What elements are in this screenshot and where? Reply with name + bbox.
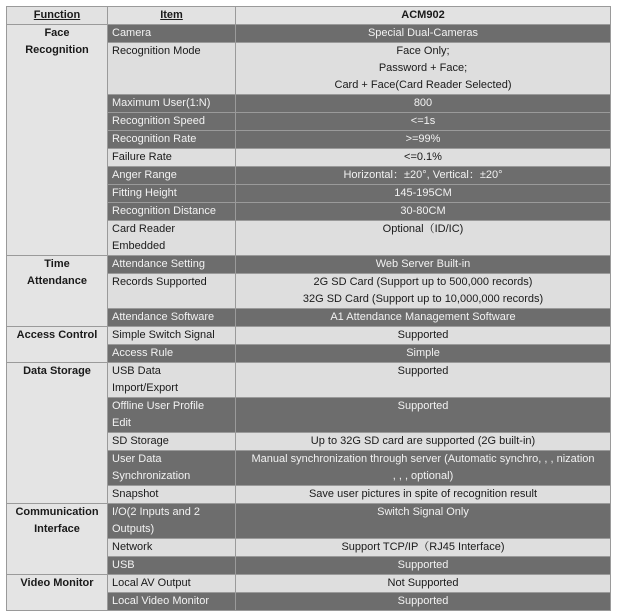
- value-cell: 800: [236, 95, 611, 113]
- table-row: [7, 504, 611, 539]
- spec-table: [6, 6, 611, 611]
- item-cell: Local AV Output: [108, 575, 236, 593]
- table-row: [7, 327, 611, 345]
- value-cell: Up to 32G SD card are supported (2G built-in): [236, 433, 611, 451]
- header-function: Function: [7, 7, 108, 25]
- item-cell: Records Supported: [108, 274, 236, 309]
- value-cell: Web Server Built-in: [236, 256, 611, 274]
- function-cell: Time Attendance: [7, 256, 108, 327]
- item-cell: Attendance Setting: [108, 256, 236, 274]
- item-cell: SD Storage: [108, 433, 236, 451]
- function-cell: Face Recognition: [7, 25, 108, 256]
- value-cell: >=99%: [236, 131, 611, 149]
- function-cell: Access Control: [7, 327, 108, 363]
- function-cell: Data Storage: [7, 363, 108, 504]
- value-cell: Save user pictures in spite of recognition result: [236, 486, 611, 504]
- item-cell: Camera: [108, 25, 236, 43]
- item-cell: User Data Synchronization: [108, 451, 236, 486]
- item-cell: Recognition Rate: [108, 131, 236, 149]
- table-row: [7, 575, 611, 593]
- item-cell: Local Video Monitor: [108, 593, 236, 611]
- table-row: [7, 25, 611, 43]
- item-cell: Snapshot: [108, 486, 236, 504]
- value-cell: Supported: [236, 398, 611, 433]
- function-cell: Video Monitor: [7, 575, 108, 611]
- item-cell: Card Reader Embedded: [108, 221, 236, 256]
- value-cell: Simple: [236, 345, 611, 363]
- item-cell: Anger Range: [108, 167, 236, 185]
- value-cell: Not Supported: [236, 575, 611, 593]
- value-cell: 145-195CM: [236, 185, 611, 203]
- table-row: [7, 363, 611, 398]
- header-item: Item: [108, 7, 236, 25]
- spec-table-body: [7, 25, 611, 611]
- value-cell: Support TCP/IP（RJ45 Interface): [236, 539, 611, 557]
- value-cell: Switch Signal Only: [236, 504, 611, 539]
- value-cell: Optional（ID/IC): [236, 221, 611, 256]
- item-cell: Recognition Speed: [108, 113, 236, 131]
- item-cell: Attendance Software: [108, 309, 236, 327]
- value-cell: Horizontal：±20°, Vertical：±20°: [236, 167, 611, 185]
- value-cell: <=1s: [236, 113, 611, 131]
- item-cell: I/O(2 Inputs and 2 Outputs): [108, 504, 236, 539]
- table-row: [7, 256, 611, 274]
- value-cell: Manual synchronization through server (Automatic synchro, , , nization , , , optional): [236, 451, 611, 486]
- item-cell: Recognition Mode: [108, 43, 236, 95]
- value-cell: Supported: [236, 363, 611, 398]
- value-cell: <=0.1%: [236, 149, 611, 167]
- value-cell: Supported: [236, 593, 611, 611]
- item-cell: USB: [108, 557, 236, 575]
- item-cell: Simple Switch Signal: [108, 327, 236, 345]
- value-cell: 30-80CM: [236, 203, 611, 221]
- item-cell: Offline User Profile Edit: [108, 398, 236, 433]
- item-cell: Network: [108, 539, 236, 557]
- value-cell: A1 Attendance Management Software: [236, 309, 611, 327]
- function-cell: Communication Interface: [7, 504, 108, 575]
- value-cell: Supported: [236, 327, 611, 345]
- item-cell: Maximum User(1:N): [108, 95, 236, 113]
- item-cell: Access Rule: [108, 345, 236, 363]
- item-cell: Recognition Distance: [108, 203, 236, 221]
- value-cell: Special Dual-Cameras: [236, 25, 611, 43]
- value-cell: Face Only; Password + Face; Card + Face(Card Reader Selected): [236, 43, 611, 95]
- value-cell: 2G SD Card (Support up to 500,000 records) 32G SD Card (Support up to 10,000,000 records): [236, 274, 611, 309]
- item-cell: Failure Rate: [108, 149, 236, 167]
- item-cell: USB Data Import/Export: [108, 363, 236, 398]
- item-cell: Fitting Height: [108, 185, 236, 203]
- header-model: ACM902: [236, 7, 611, 25]
- value-cell: Supported: [236, 557, 611, 575]
